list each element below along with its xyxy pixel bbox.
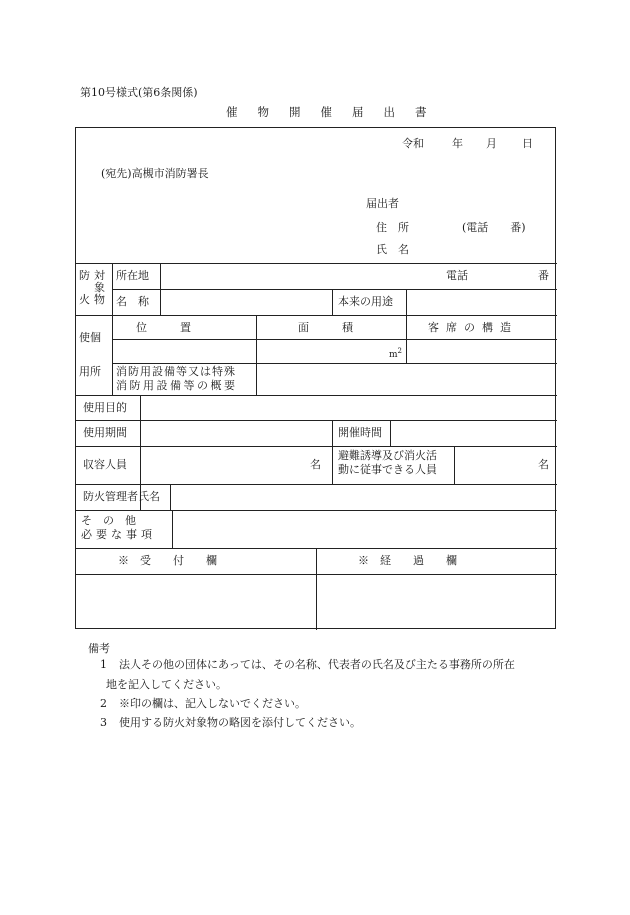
application-form-table <box>75 127 556 629</box>
group-label-tai: 対 <box>94 269 105 282</box>
purpose-label: 使用目的 <box>83 401 127 414</box>
location-label: 所在地 <box>116 269 149 282</box>
fire-manager-label: 防火管理者氏名 <box>83 490 160 503</box>
phone-label: (電話 番) <box>462 221 526 234</box>
position-label: 位 置 <box>136 321 191 334</box>
event-time-label: 開催時間 <box>338 426 382 439</box>
area-label: 面 積 <box>298 321 353 334</box>
note-1-line1: 法人その他の団体にあっては、その名称、代表者の氏名及び主たる事務所の所在 <box>119 658 515 671</box>
area-unit: $m^2$ <box>389 347 403 360</box>
form-number: 第10号様式(第6条関係) <box>80 86 198 99</box>
other-matters-label: そ の 他 必要な事項 <box>81 514 156 541</box>
reception-label: ※ 受 付 欄 <box>118 554 217 567</box>
capacity-label: 収容人員 <box>83 458 127 471</box>
note-1-number: 1 <box>100 658 107 671</box>
usage-group-label-bottom: 用所 <box>79 365 101 378</box>
fire-equipment-label: 消防用設備等又は特殊 消防用設備等の概要 <box>116 365 238 392</box>
original-use-label: 本来の用途 <box>338 295 393 308</box>
applicant-label: 届出者 <box>366 197 399 210</box>
note-3-text: 使用する防火対象物の略図を添付してください。 <box>119 716 361 729</box>
evacuation-unit: 名 <box>538 458 549 471</box>
notes-title: 備考 <box>88 642 110 655</box>
name-label: 氏 名 <box>376 243 409 256</box>
addressee: (宛先)高槻市消防署長 <box>101 167 209 180</box>
building-name-label: 名 称 <box>116 295 149 308</box>
date-month: 月 <box>486 137 497 150</box>
building-phone-suffix: 番 <box>538 269 549 282</box>
group-label-bou: 防 <box>79 269 90 282</box>
capacity-unit: 名 <box>310 458 321 471</box>
usage-group-label-top: 使個 <box>79 331 101 344</box>
note-3-number: 3 <box>100 716 107 729</box>
group-label-ka: 火 <box>79 293 90 306</box>
building-phone-label: 電話 <box>446 269 468 282</box>
note-2-text: ※印の欄は、記入しないでください。 <box>119 697 306 710</box>
group-label-butsu: 物 <box>94 293 105 306</box>
progress-label: ※ 経 過 欄 <box>358 554 457 567</box>
form-title: 催物開催届出書 <box>226 105 447 119</box>
note-1-line2: 地を記入してください。 <box>106 678 227 691</box>
date-year: 年 <box>452 137 463 150</box>
date-era: 令和 <box>402 137 424 150</box>
group-label-shou: 象 <box>94 281 105 294</box>
date-day: 日 <box>522 137 533 150</box>
period-label: 使用期間 <box>83 426 127 439</box>
evacuation-staff-label: 避難誘導及び消火活 動に従事できる人員 <box>338 449 437 476</box>
note-2-number: 2 <box>100 697 107 710</box>
seating-structure-label: 客席の構造 <box>428 321 518 334</box>
address-label: 住 所 <box>376 221 409 234</box>
